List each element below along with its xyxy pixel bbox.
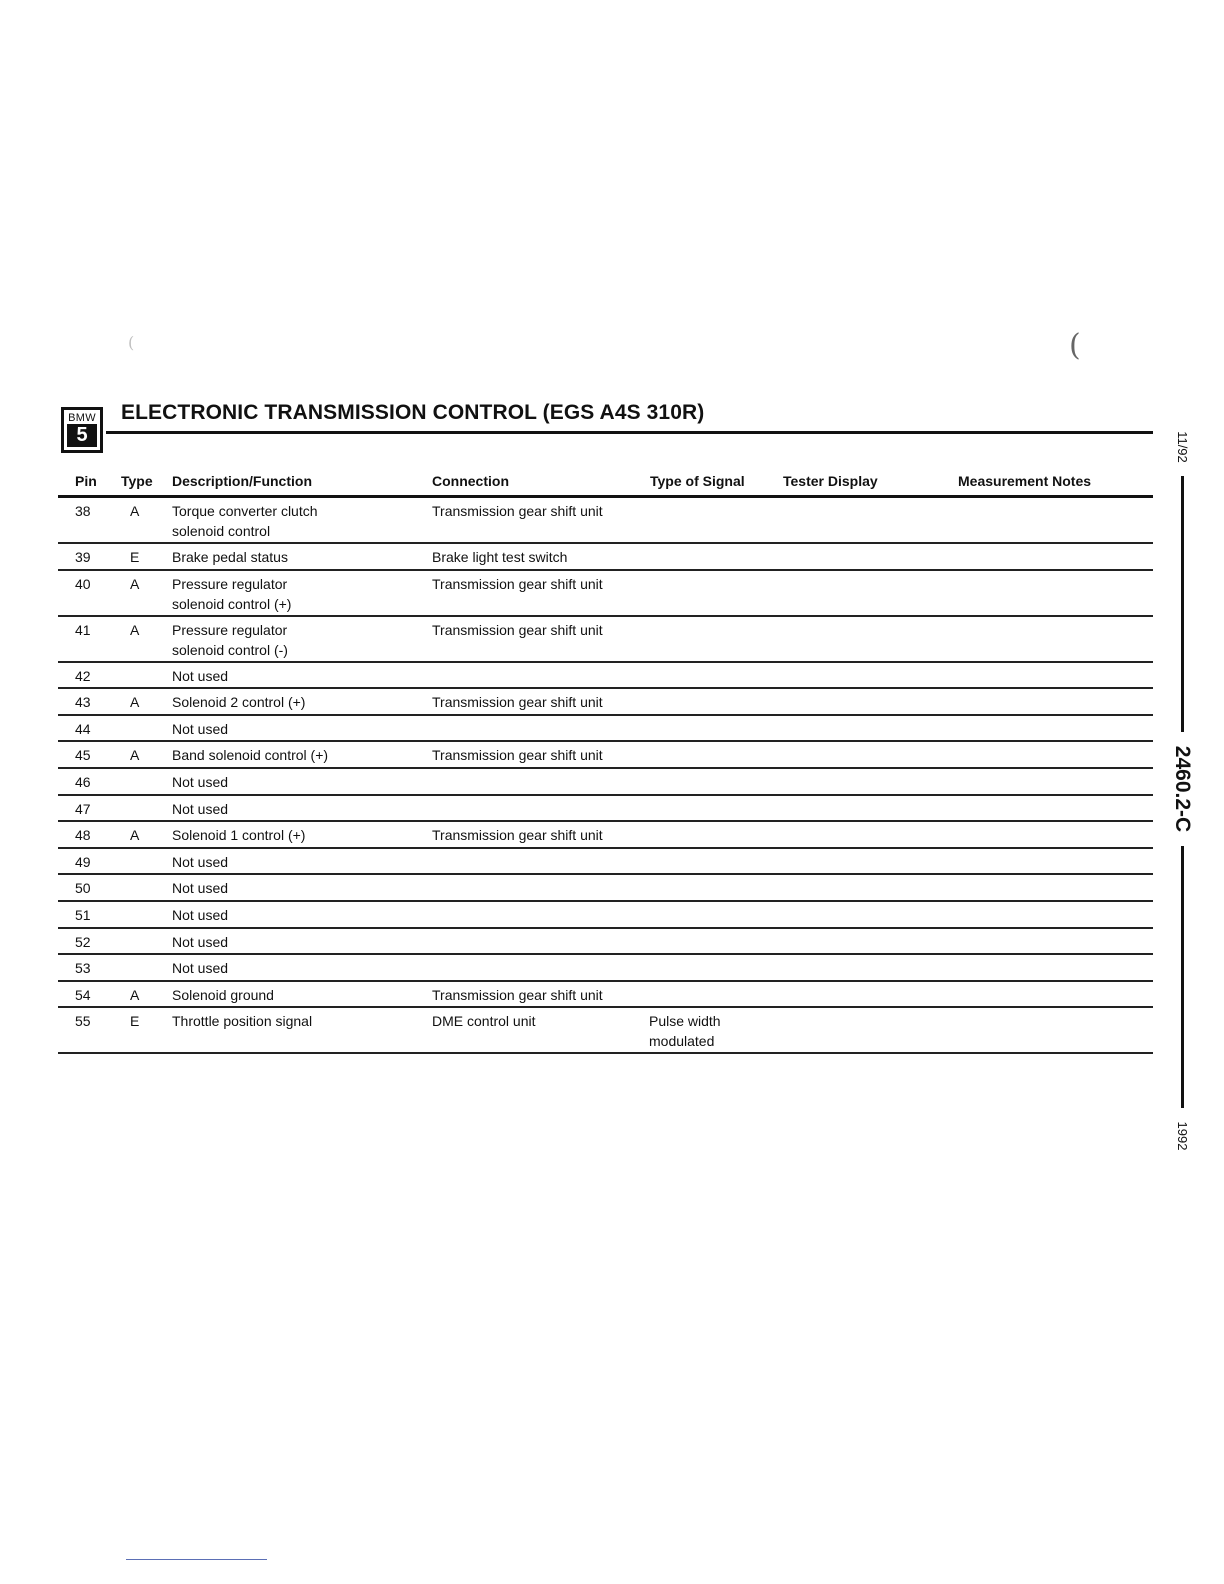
description-line: Not used xyxy=(172,880,229,897)
pin-number: 45 xyxy=(75,747,91,764)
description-line: Torque converter clutch xyxy=(172,503,318,519)
table-row xyxy=(58,617,1153,663)
description-line: Not used xyxy=(172,907,229,923)
pin-description xyxy=(172,692,305,712)
header-tester-display: Tester Display xyxy=(783,473,878,489)
table-row xyxy=(58,822,1153,849)
header-connection: Connection xyxy=(432,473,509,489)
logo-series: 5 xyxy=(67,424,97,447)
table-row xyxy=(58,498,1153,544)
pin-number: 39 xyxy=(75,549,91,565)
pin-connection: DME control unit xyxy=(432,1013,536,1030)
pin-connection: Brake light test switch xyxy=(432,549,568,565)
pin-number: 55 xyxy=(75,1013,91,1030)
pin-number: 44 xyxy=(75,720,91,737)
header-description: Description/Function xyxy=(172,473,312,489)
pin-number: 43 xyxy=(75,694,91,711)
pin-description xyxy=(172,799,228,819)
sidebar-section-code: 2460.2-C xyxy=(1171,745,1194,833)
description-line: Not used xyxy=(172,720,229,737)
pin-description xyxy=(172,985,274,1005)
pin-number: 47 xyxy=(75,800,91,817)
signal-type xyxy=(649,1011,721,1051)
pin-connection: Transmission gear shift unit xyxy=(432,575,603,592)
title-rule xyxy=(106,431,1153,434)
pin-description xyxy=(172,574,291,614)
pin-type: A xyxy=(130,694,140,711)
pin-type: A xyxy=(130,827,140,844)
description-line: solenoid control xyxy=(172,523,271,539)
pin-description xyxy=(172,547,288,567)
pin-number: 51 xyxy=(75,907,91,923)
header-measurement-notes: Measurement Notes xyxy=(958,473,1092,489)
description-line: Throttle position signal xyxy=(172,1013,313,1030)
pin-number: 49 xyxy=(75,853,91,870)
pin-number: 42 xyxy=(75,667,91,684)
signal-line: Pulse width xyxy=(649,1013,721,1030)
table-row xyxy=(58,544,1153,571)
sidebar-rule-top xyxy=(1181,476,1184,732)
table-row xyxy=(58,902,1153,929)
stray-mark-right: ( xyxy=(1069,328,1081,363)
logo-make: BMW xyxy=(68,412,96,424)
sidebar-rule-bottom xyxy=(1181,846,1184,1108)
table-row xyxy=(58,716,1153,743)
description-line: Solenoid 2 control (+) xyxy=(172,694,306,711)
description-line: Solenoid ground xyxy=(172,986,274,1003)
pin-description xyxy=(172,958,228,978)
description-line: Not used xyxy=(172,800,229,817)
page-title: ELECTRONIC TRANSMISSION CONTROL (EGS A4S 310R) xyxy=(121,401,705,424)
description-line: Not used xyxy=(172,667,229,684)
table-row xyxy=(58,955,1153,982)
pin-description xyxy=(172,932,228,952)
table-row xyxy=(58,742,1153,769)
pin-connection: Transmission gear shift unit xyxy=(432,503,603,519)
description-line: Pressure regulator xyxy=(172,621,288,638)
footer-link-rule xyxy=(126,1559,267,1560)
table-row xyxy=(58,982,1153,1009)
pin-description xyxy=(172,825,305,845)
description-line: Not used xyxy=(172,774,229,790)
pin-description xyxy=(172,719,228,739)
pin-number: 41 xyxy=(75,621,91,638)
description-line: solenoid control (-) xyxy=(172,641,288,658)
pin-connection: Transmission gear shift unit xyxy=(432,827,603,844)
pin-description xyxy=(172,905,228,925)
table-row xyxy=(58,1008,1153,1054)
pin-type: A xyxy=(130,575,140,592)
pin-type: A xyxy=(130,621,140,638)
description-line: Not used xyxy=(172,853,229,870)
description-line: Band solenoid control (+) xyxy=(172,747,329,764)
pin-description xyxy=(172,620,288,660)
pin-number: 46 xyxy=(75,774,91,790)
table-row xyxy=(58,689,1153,716)
pin-number: 52 xyxy=(75,933,91,950)
pin-description xyxy=(172,745,328,765)
table-row xyxy=(58,769,1153,796)
pin-number: 50 xyxy=(75,880,91,897)
pin-description xyxy=(172,772,228,792)
pin-description xyxy=(172,666,228,686)
table-row xyxy=(58,796,1153,823)
pin-number: 40 xyxy=(75,575,91,592)
bmw-5-series-logo xyxy=(61,407,103,453)
pin-number: 38 xyxy=(75,503,91,519)
pin-connection: Transmission gear shift unit xyxy=(432,747,603,764)
pin-type: A xyxy=(130,747,140,764)
pin-connection: Transmission gear shift unit xyxy=(432,694,603,711)
stray-mark-left: ( xyxy=(128,333,135,352)
pin-description xyxy=(172,878,228,898)
description-line: Solenoid 1 control (+) xyxy=(172,827,306,844)
pin-number: 53 xyxy=(75,960,91,977)
pin-type: E xyxy=(130,1013,140,1030)
description-line: Brake pedal status xyxy=(172,549,288,565)
pin-number: 48 xyxy=(75,827,91,844)
pin-type: A xyxy=(130,986,140,1003)
signal-line: modulated xyxy=(649,1033,715,1050)
description-line: Pressure regulator xyxy=(172,575,288,592)
pin-connection: Transmission gear shift unit xyxy=(432,621,603,638)
header-type: Type xyxy=(121,473,153,489)
header-signal-type: Type of Signal xyxy=(650,473,745,489)
pin-type: E xyxy=(130,549,140,565)
pin-description xyxy=(172,501,318,541)
table-row xyxy=(58,571,1153,617)
table-row xyxy=(58,875,1153,902)
pin-description xyxy=(172,852,228,872)
pin-number: 54 xyxy=(75,986,91,1003)
description-line: Not used xyxy=(172,960,229,977)
header-pin: Pin xyxy=(75,473,97,489)
pin-connection: Transmission gear shift unit xyxy=(432,986,603,1003)
description-line: solenoid control (+) xyxy=(172,595,292,612)
table-row xyxy=(58,929,1153,956)
table-row xyxy=(58,849,1153,876)
table-row xyxy=(58,663,1153,690)
pin-description xyxy=(172,1011,312,1031)
sidebar-year: 1992 xyxy=(1175,1121,1190,1151)
pin-type: A xyxy=(130,503,140,519)
sidebar-date: 11/92 xyxy=(1175,431,1190,463)
description-line: Not used xyxy=(172,933,229,950)
